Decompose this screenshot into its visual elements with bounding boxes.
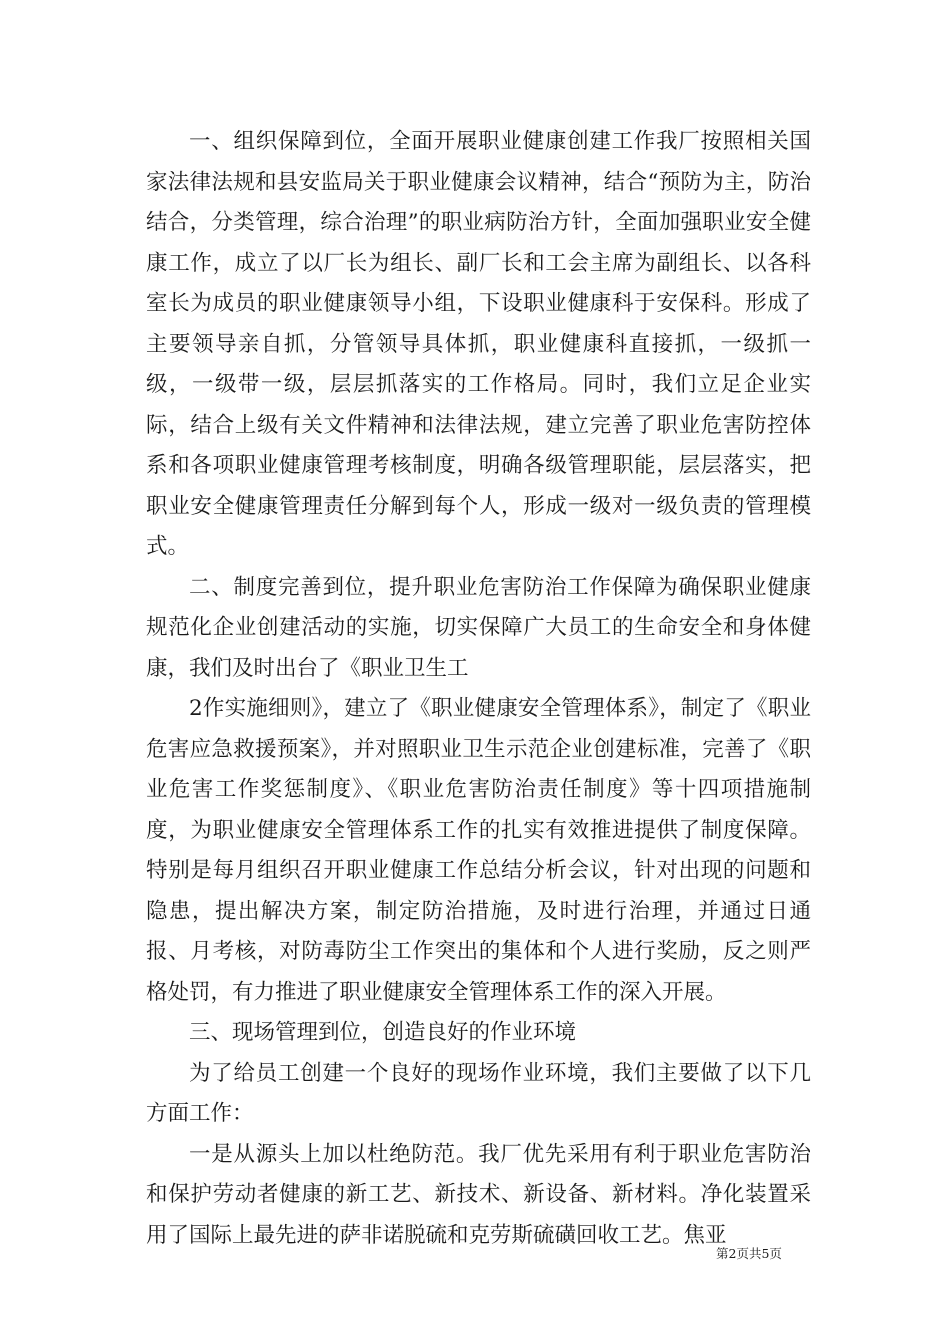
- document-body: [146, 122, 811, 1256]
- paragraph-site-intro: 为了给员工创建一个良好的现场作业环境，我们主要做了以下几方面工作：: [146, 1060, 811, 1126]
- paragraph-system: 二、制度完善到位，提升职业危害防治工作保障为确保职业健康规范化企业创建活动的实施，切实保障广大员工的生命安全和身体健康，我们及时出台了《职业卫生工: [146, 574, 811, 681]
- page-number: 第2页共5页: [716, 1246, 782, 1261]
- paragraph-system-continued: 2作实施细则》，建立了《职业健康安全管理体系》，制定了《职业危害应急救援预案》，并对照职业卫生示范企业创建标准，完善了《职业危害工作奖惩制度》、《职业危害防治责任制度》等十四项措施制度，为职业健康安全管理体系工作的扎实有效推进提供了制度保障。特别是每月组织召开职业健康工作总结分析会议，针对出现的问题和隐患，提出解决方案，制定防治措施，及时进行治理，并通过日通报、月考核，对防毒防尘工作突出的集体和个人进行奖励，反之则严格处罚，有力推进了职业健康安全管理体系工作的深入开展。: [146, 696, 811, 1005]
- paragraph-source-prevention: 一是从源头上加以杜绝防范。我厂优先采用有利于职业危害防治和保护劳动者健康的新工艺、新技术、新设备、新材料。净化装置采用了国际上最先进的萨非诺脱硫和克劳斯硫磺回收工艺。焦亚: [146, 1141, 811, 1248]
- paragraph-organization: 一、组织保障到位，全面开展职业健康创建工作我厂按照相关国家法律法规和县安监局关于职业健康会议精神，结合“预防为主，防治结合，分类管理，综合治理”的职业病防治方针，全面加强职业安全健康工作，成立了以厂长为组长、副厂长和工会主席为副组长、以各科室长为成员的职业健康领导小组，下设职业健康科于安保科。形成了主要领导亲自抓，分管领导具体抓，职业健康科直接抓，一级抓一级，一级带一级，层层抓落实的工作格局。同时，我们立足企业实际，结合上级有关文件精神和法律法规，建立完善了职业危害防控体系和各项职业健康管理考核制度，明确各级管理职能，层层落实，把职业安全健康管理责任分解到每个人，形成一级对一级负责的管理模式。: [146, 129, 811, 559]
- paragraph-site-heading: 三、现场管理到位，创造良好的作业环境: [189, 1020, 577, 1045]
